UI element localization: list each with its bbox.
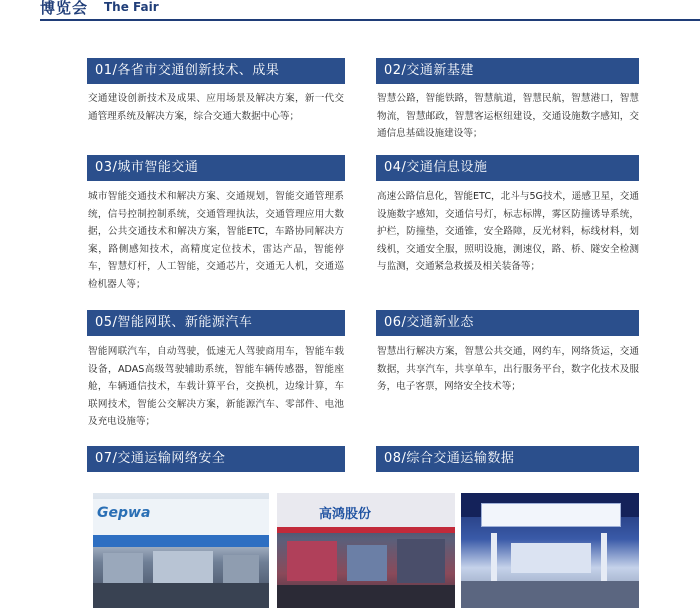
photo-1-sign: Gepwa <box>97 505 151 521</box>
section-heading-04: 04/交通信息设施 <box>376 155 639 181</box>
header-title-en: The Fair <box>104 0 159 14</box>
photo-2-sign: 高鸿股份 <box>319 507 372 522</box>
section-body-03: 城市智能交通技术和解决方案、交通规划，智能交通管理系统，信号控制控制系统，交通管理执法，交通管理应用大数据，公共交通技术和解决方案，智能ETC，车路协同解决方案，路侧感知技术，高精度定位技术，雷达产品，智能停车，智慧灯杆，人工智能，交通芯片，交通无人机，交通巡检机器人等； <box>88 191 344 290</box>
section-body-02: 智慧公路，智能铁路，智慧航道，智慧民航，智慧港口，智慧物流，智慧邮政，智慧客运枢纽建设，交通设施数字感知，交通信息基础设施建设等； <box>377 93 639 139</box>
exhibition-photo-2 <box>277 493 455 608</box>
section-heading-08: 08/综合交通运输数据 <box>376 446 639 472</box>
section-heading-03: 03/城市智能交通 <box>87 155 345 181</box>
section-heading-05: 05/智能网联、新能源汽车 <box>87 310 345 336</box>
section-body-04: 高速公路信息化，智能ETC，北斗与5G技术，遥感卫星，交通设施数字感知，交通信号灯，标志标牌，雾区防撞诱导系统，护栏，防撞垫，交通锥，安全路障，反光材料，标线材料，划线机，交通安全服，照明设施，测速仪，路、桥、隧安全检测与监测，交通紧急救援及相关装备等； <box>377 191 639 272</box>
section-heading-01: 01/各省市交通创新技术、成果 <box>87 58 345 84</box>
section-body-06: 智慧出行解决方案，智慧公共交通，网约车，网络货运，交通数据，共享汽车，共享单车，出行服务平台，数字化技术及服务，电子客票，网络安全技术等； <box>377 346 639 392</box>
exhibition-photo-1 <box>93 493 269 608</box>
header-title-cn: 博览会 <box>40 0 89 17</box>
section-heading-06: 06/交通新业态 <box>376 310 639 336</box>
page-header <box>0 0 700 22</box>
header-rule <box>40 19 700 21</box>
section-heading-02: 02/交通新基建 <box>376 58 639 84</box>
exhibition-photo-3 <box>461 493 639 608</box>
section-body-01: 交通建设创新技术及成果、应用场景及解决方案，新一代交通管理系统及解决方案，综合交通大数据中心等； <box>88 93 344 122</box>
section-body-05: 智能网联汽车，自动驾驶，低速无人驾驶商用车，智能车载设备，ADAS高级驾驶辅助系统，智能车辆传感器，智能座舱，车辆通信技术，车载计算平台，交换机，边缘计算，车联网技术，智能公交解决方案，新能源汽车、零部件、电池及充电设施等； <box>88 346 344 427</box>
section-heading-07: 07/交通运输网络安全 <box>87 446 345 472</box>
